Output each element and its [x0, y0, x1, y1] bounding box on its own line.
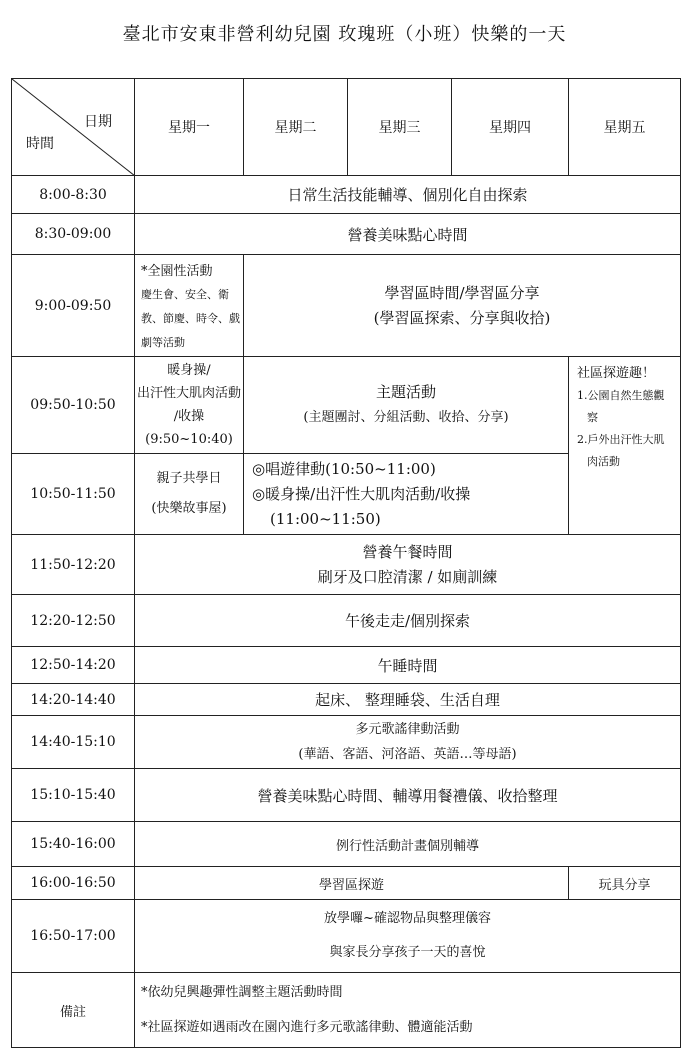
- table-row: [12, 973, 681, 1048]
- table-row: [12, 357, 681, 454]
- warmup-line: /收操: [173, 409, 205, 424]
- community-item: 1.公園自然生態觀察: [577, 389, 665, 424]
- theme-activity-line: (主題團討、分組活動、收拾、分享): [303, 410, 509, 425]
- time-cell: 8:30-09:00: [12, 214, 135, 255]
- time-cell: 9:00-09:50: [12, 255, 135, 357]
- day-header-tue: 星期二: [244, 79, 348, 176]
- lunch-cell: [135, 535, 681, 595]
- whole-school-line: 慶生會、安全、衛: [141, 288, 229, 301]
- time-cell: 10:50-11:50: [12, 454, 135, 535]
- time-cell: 15:10-15:40: [12, 769, 135, 822]
- time-cell: 12:20-12:50: [12, 595, 135, 647]
- warmup-cell: [135, 357, 244, 454]
- whole-school-line: 劇等活動: [141, 336, 185, 349]
- learning-area-cell: [244, 255, 681, 357]
- activity-cell: 營養美味點心時間: [135, 214, 681, 255]
- community-exploration-cell: [569, 357, 681, 535]
- music-movement-line: ◎唱遊律動(10:50~11:00): [252, 459, 436, 478]
- learning-area-exploration-cell: 學習區探遊: [135, 867, 569, 900]
- corner-date-label: 日期: [84, 114, 112, 130]
- activity-cell: 營養美味點心時間、輔導用餐禮儀、收拾整理: [135, 769, 681, 822]
- time-cell: 09:50-10:50: [12, 357, 135, 454]
- table-row: [12, 176, 681, 214]
- time-cell: 14:20-14:40: [12, 684, 135, 716]
- notes-cell: [135, 973, 681, 1048]
- page-title: 臺北市安東非營利幼兒園 玫瑰班（小班）快樂的一天: [122, 24, 567, 45]
- table-row: [12, 900, 681, 973]
- whole-school-heading: *全園性活動: [141, 264, 213, 279]
- time-cell: 16:50-17:00: [12, 900, 135, 973]
- dismissal-cell: [135, 900, 681, 973]
- time-cell: 15:40-16:00: [12, 822, 135, 867]
- parent-child-line: (快樂故事屋): [151, 501, 227, 516]
- table-row: [12, 255, 681, 357]
- table-row: [12, 867, 681, 900]
- music-movement-cell: [244, 454, 569, 535]
- music-movement-line: (11:00~11:50): [270, 509, 381, 528]
- parent-child-cell: [135, 454, 244, 535]
- whole-school-line: 教、節慶、時令、戲: [141, 312, 240, 325]
- learning-area-line: (學習區探索、分享與收拾): [373, 308, 551, 327]
- table-row: [12, 822, 681, 867]
- activity-cell: 日常生活技能輔導、個別化自由探索: [135, 176, 681, 214]
- table-row: [12, 684, 681, 716]
- activity-cell: 起床、 整理睡袋、生活自理: [135, 684, 681, 716]
- table-row: [12, 716, 681, 769]
- notes-line: *依幼兒興趣彈性調整主題活動時間: [141, 985, 343, 1000]
- day-header-fri: 星期五: [569, 79, 681, 176]
- lunch-line: 刷牙及口腔清潔 / 如廁訓練: [317, 567, 498, 586]
- activity-cell: 午後走走/個別探索: [135, 595, 681, 647]
- day-header-mon: 星期一: [135, 79, 244, 176]
- community-heading: 社區探遊趣！: [577, 366, 656, 381]
- notes-line: *社區探遊如遇雨改在園內進行多元歌謠律動、體適能活動: [141, 1020, 473, 1035]
- lunch-line: 營養午餐時間: [362, 542, 453, 561]
- music-songs-line: 多元歌謠律動活動: [355, 722, 460, 737]
- toy-sharing-cell: 玩具分享: [569, 867, 681, 900]
- community-item: 2.戶外出汗性大肌肉活動: [577, 433, 665, 468]
- music-songs-cell: [135, 716, 681, 769]
- day-header-wed: 星期三: [348, 79, 452, 176]
- theme-activity-cell: [244, 357, 569, 454]
- corner-time-label: 時間: [26, 136, 54, 152]
- table-row: [12, 214, 681, 255]
- table-row: [12, 595, 681, 647]
- whole-school-activity-cell: [135, 255, 244, 357]
- corner-cell: [12, 79, 135, 176]
- dismissal-line: 放學囉~確認物品與整理儀容: [324, 911, 491, 926]
- music-movement-line: ◎暖身操/出汗性大肌肉活動/收操: [252, 484, 471, 503]
- activity-cell: 例行性活動計畫個別輔導: [135, 822, 681, 867]
- table-row: [12, 647, 681, 684]
- corner-diagonal: [12, 79, 135, 176]
- warmup-line: (9:50~10:40): [145, 432, 233, 447]
- day-header-thu: 星期四: [452, 79, 569, 176]
- warmup-line: 暖身操/: [167, 363, 211, 378]
- parent-child-line: 親子共學日: [156, 471, 222, 486]
- table-row: [12, 535, 681, 595]
- warmup-line: 出汗性大肌肉活動: [136, 386, 241, 401]
- daily-schedule-table: [11, 78, 681, 1048]
- activity-cell: 午睡時間: [135, 647, 681, 684]
- time-cell: 12:50-14:20: [12, 647, 135, 684]
- header-row: [12, 79, 681, 176]
- theme-activity-line: 主題活動: [375, 383, 436, 401]
- notes-label: 備註: [12, 973, 135, 1048]
- table-row: [12, 769, 681, 822]
- time-cell: 11:50-12:20: [12, 535, 135, 595]
- dismissal-line: 與家長分享孩子一天的喜悅: [329, 945, 486, 960]
- time-cell: 14:40-15:10: [12, 716, 135, 769]
- time-cell: 16:00-16:50: [12, 867, 135, 900]
- music-songs-line: (華語、客語、河洛語、英語…等母語): [298, 747, 517, 762]
- time-cell: 8:00-8:30: [12, 176, 135, 214]
- learning-area-line: 學習區時間/學習區分享: [384, 283, 540, 302]
